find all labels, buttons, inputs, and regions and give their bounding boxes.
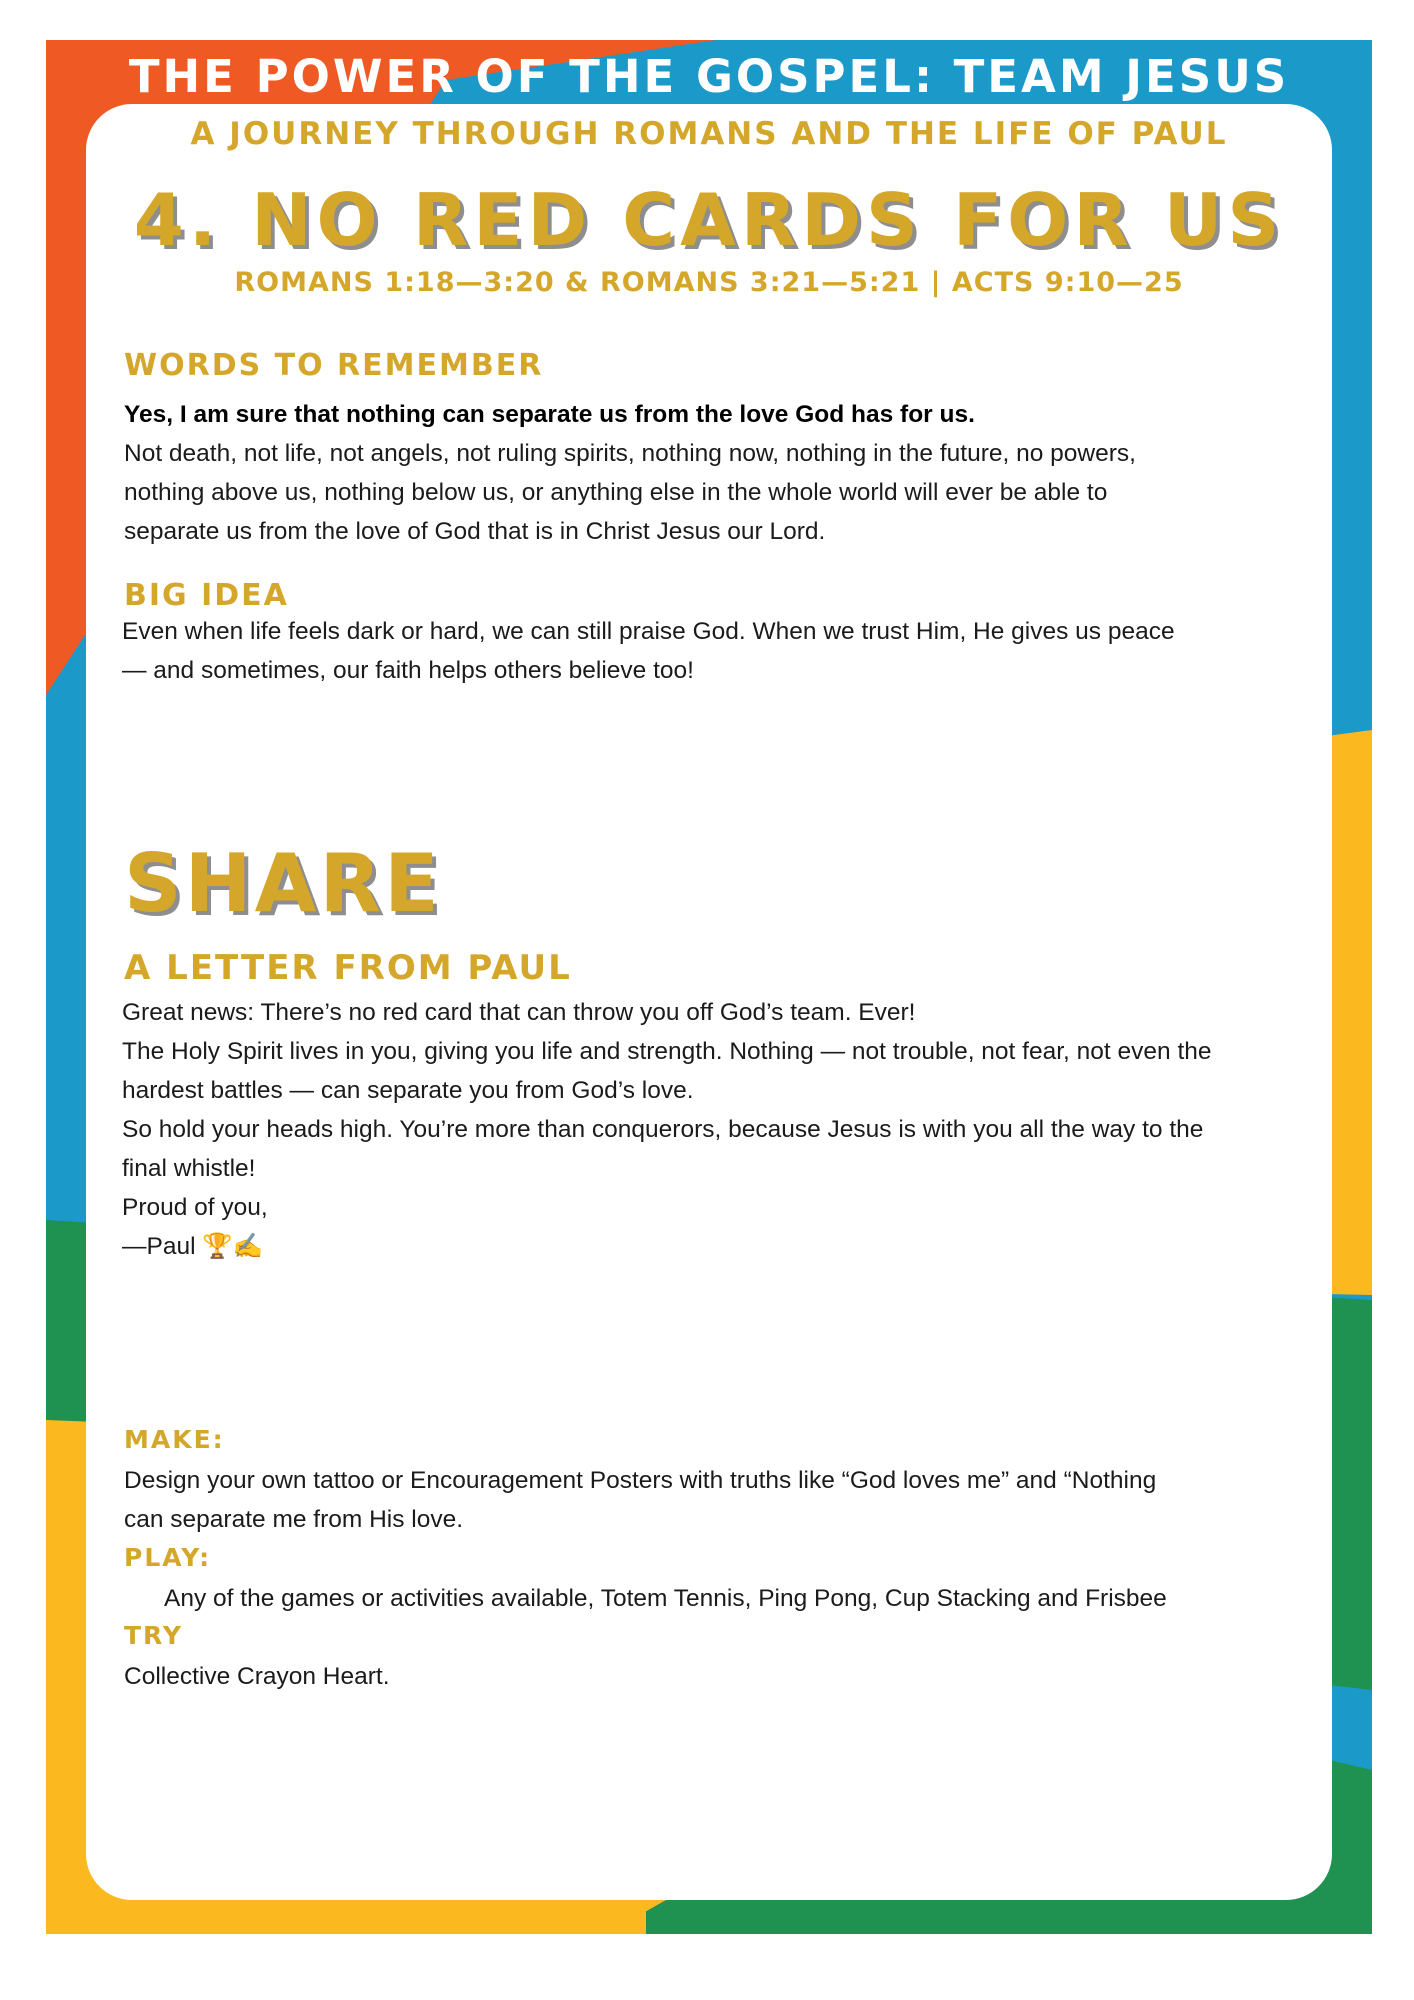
scripture-reference: ROMANS 1:18—3:20 & ROMANS 3:21—5:21 | ACTS 9:10—25	[234, 267, 1184, 298]
play-heading: PLAY:	[124, 1543, 212, 1572]
play-line: Any of the games or activities available, Totem Tennis, Ping Pong, Cup Stacking and Frisbee	[164, 1585, 1167, 1612]
page-subtitle: A JOURNEY THROUGH ROMANS AND THE LIFE OF PAUL	[190, 116, 1228, 152]
page-title: THE POWER OF THE GOSPEL: TEAM JESUS	[128, 50, 1290, 103]
letter-signature	[122, 1227, 1334, 1266]
make-line: Design your own tattoo or Encouragement Posters with truths like “God loves me” and “Nothing	[124, 1467, 1157, 1494]
memory-verse-line: nothing above us, nothing below us, or anything else in the whole world will ever be able to	[124, 479, 1108, 506]
words-to-remember-text	[124, 395, 1304, 551]
make-heading: MAKE:	[124, 1425, 225, 1454]
big-idea-line: — and sometimes, our faith helps others believe too!	[122, 657, 694, 684]
letter-line: hardest battles — can separate you from God’s love.	[122, 1077, 694, 1104]
signature-text: —Paul	[122, 1233, 196, 1260]
memory-verse-lead: Yes, I am sure that nothing can separate us from the love God has for us.	[124, 401, 975, 428]
share-title: SHARE	[124, 837, 442, 930]
letter-line: Great news: There’s no red card that can throw you off God’s team. Ever!	[122, 999, 916, 1026]
letter-line: Proud of you,	[122, 1194, 268, 1221]
words-to-remember-heading: WORDS TO REMEMBER	[124, 348, 544, 383]
play-text	[164, 1579, 1324, 1618]
letter-line: final whistle!	[122, 1155, 256, 1182]
letter-line: The Holy Spirit lives in you, giving you life and strength. Nothing — not trouble, not fear, not even the	[122, 1038, 1212, 1065]
try-line: Collective Crayon Heart.	[124, 1663, 390, 1690]
big-idea-text	[122, 612, 1312, 690]
session-title: 4. NO RED CARDS FOR US	[133, 178, 1285, 262]
big-idea-heading: BIG IDEA	[124, 578, 289, 613]
letter-line: So hold your heads high. You’re more than conquerors, because Jesus is with you all the way to the	[122, 1116, 1204, 1143]
letter-heading: A LETTER FROM PAUL	[124, 948, 572, 988]
memory-verse-line: Not death, not life, not angels, not ruling spirits, nothing now, nothing in the future, no powers,	[124, 440, 1136, 467]
memory-verse-line: separate us from the love of God that is in Christ Jesus our Lord.	[124, 518, 826, 545]
trophy-icon: 🏆	[202, 1233, 233, 1260]
letter-text	[122, 993, 1334, 1266]
writing-hand-icon: ✍	[232, 1233, 264, 1260]
try-heading: TRY	[124, 1621, 184, 1650]
make-text	[124, 1461, 1314, 1539]
try-text	[124, 1657, 1284, 1696]
big-idea-line: Even when life feels dark or hard, we can still praise God. When we trust Him, He gives us peace	[122, 618, 1175, 645]
make-line: can separate me from His love.	[124, 1506, 464, 1533]
